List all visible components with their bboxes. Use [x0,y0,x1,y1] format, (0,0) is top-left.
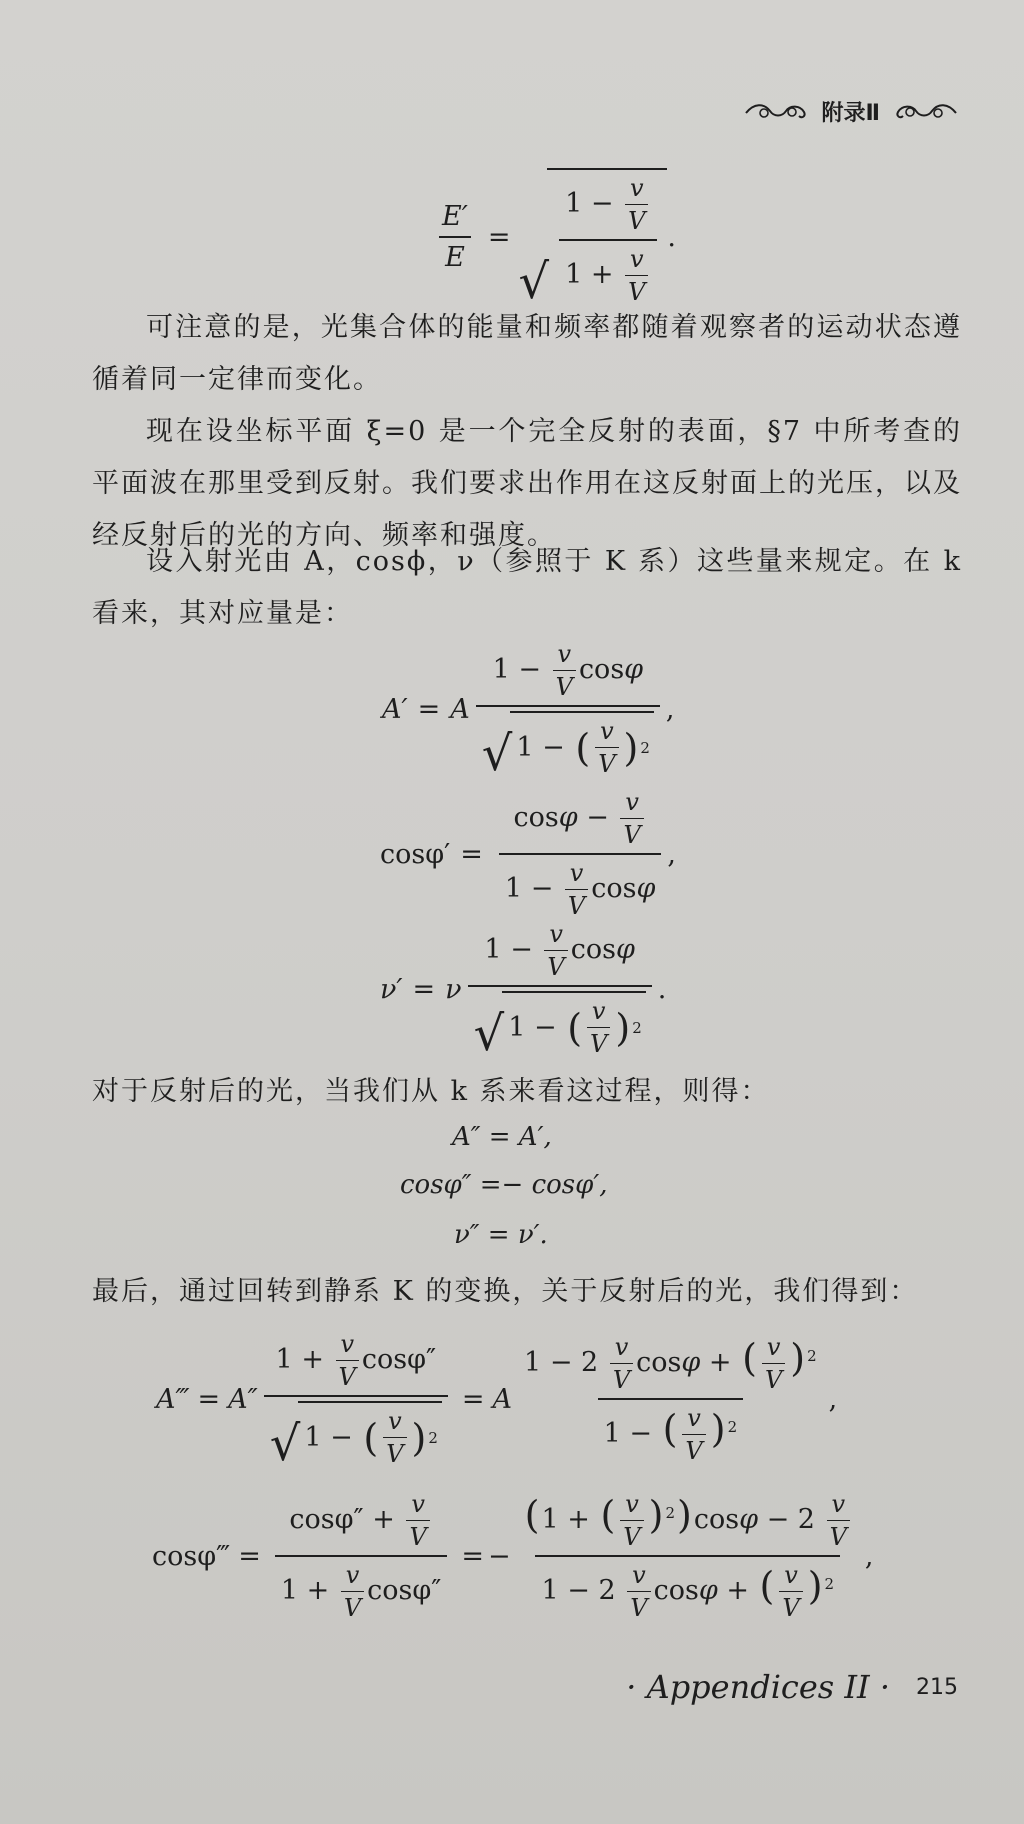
equation-cos-double-prime: cosφ″ =− cosφ′, [400,1170,608,1200]
plus: + [372,1504,395,1535]
cos-phi-double-prime: cosφ″ [367,1575,442,1606]
V: V [620,818,643,849]
phi: φ [636,873,656,904]
phi: φ [624,654,644,685]
radical-sign-icon: √ [269,1416,301,1472]
a: A [450,693,470,725]
minus: − [586,802,609,833]
cos-phi-triple-prime: cosφ‴ [152,1540,231,1572]
cos-phi-double-prime: cosφ″ [361,1344,437,1375]
paragraph-1: 可注意的是，光集合体的能量和频率都随着观察者的运动状态遵循着同一定律而变化。 [92,312,962,395]
equals-sign: = [197,1383,221,1415]
square-exponent: 2 [807,1347,817,1365]
phi: φ [739,1504,758,1535]
v: v [340,1330,354,1358]
a-prime: A′ [382,693,408,725]
minus: − [766,1504,790,1535]
V: V [383,1437,406,1468]
v: v [549,920,563,948]
header-title: 附录Ⅱ [821,101,880,126]
comma: , [864,1540,874,1572]
two: 2 [598,1575,616,1606]
one: 1 [565,188,583,219]
V: V [610,1363,633,1394]
paragraph-5: 最后，通过回转到静系 K 的变换，关于反射后的光，我们得到： [92,1276,919,1307]
V: V [625,204,648,235]
v: v [411,1490,425,1518]
phi: φ [616,934,635,965]
equals-sign: = [461,1540,485,1572]
V: V [627,1591,650,1622]
equation-nu-prime: ν′ = ν 1 − $\frac{v}{V}$ cosφ √ 1 − ( $\frac{v}{V}$ ) 2 . [380,920,667,1062]
equation-cos-phi-prime [380,788,676,920]
plus: + [567,1504,590,1535]
phi: φ [681,1347,701,1378]
V: V [779,1591,802,1622]
one: 1 [275,1344,293,1375]
V: V [406,1520,429,1551]
cos-phi-double-prime: cosφ″ [289,1504,364,1535]
equation-a-prime: A′ = A 1 − $\frac{v}{V}$ cosφ √ 1 − ( $\frac{v}{V}$ ) 2 , [382,640,675,782]
nu: ν [445,973,462,1005]
V: V [341,1591,364,1622]
V: V [587,1027,610,1058]
minus: − [510,934,533,965]
fraction-e-ratio [436,201,474,273]
one: 1 [492,654,510,685]
cos-phi-prime: cosφ′ [380,838,451,870]
minus: − [533,1012,557,1043]
ornament-right-icon [888,101,958,123]
minus: − [330,1422,353,1453]
square-exponent: 2 [428,1428,438,1447]
equals-sign: = [238,1540,261,1572]
page-footer [626,1668,958,1706]
comma: , [828,1383,838,1415]
minus: − [530,873,554,904]
page-number: 215 [916,1674,958,1700]
v: v [629,245,644,273]
one: 1 [508,1012,526,1043]
minus: − [567,1575,590,1606]
v: v [345,1561,360,1589]
minus: − [590,188,614,219]
frac-denominator: E [439,236,471,273]
one: 1 [484,934,502,965]
plus: + [301,1344,324,1375]
paragraph-3: 设入射光由 A，cosϕ，ν（参照于 K 系）这些量来规定。在 k 看来，其对应量是： [92,546,962,629]
V: V [762,1363,785,1394]
cos: cos [591,873,637,904]
minus: − [518,654,541,685]
minus: − [488,1540,511,1572]
equation-nu-double-prime: ν″ = ν′. [454,1220,548,1250]
cos: cos [653,1575,699,1606]
ornament-left-icon [744,101,814,123]
v: v [766,1333,781,1361]
square-root [518,168,667,310]
one: 1 [603,1418,621,1449]
V: V [625,275,648,306]
two: 2 [797,1504,815,1535]
equation-cos-triple-prime: cosφ‴ = cosφ″ + $\frac{v}{V}$ 1 + $\frac{v}{V}$ cosφ″ = − (1 + ( $\frac{v}{V}$ ) $^2$)cosφ − 2 $\frac{v}{V}$ 1 − 2 $\frac{v}{V}$ cosφ + ( $\frac{v}{V}$ ) $^2$ , [152,1490,874,1622]
comma: , [665,693,675,725]
minus: − [542,732,565,763]
v: v [388,1407,402,1435]
comma: , [667,838,676,870]
plus: + [726,1575,749,1606]
v: v [591,997,606,1025]
cos: cos [636,1347,682,1378]
v: v [557,640,572,668]
radical-sign-icon: √ [473,1006,505,1062]
square-exponent: 2 [665,1504,676,1522]
running-header [744,96,959,127]
period: . [667,221,676,253]
equation-energy-ratio [430,168,676,310]
V: V [565,889,588,920]
v: v [625,1490,639,1518]
v: v [625,788,639,816]
two: 2 [581,1347,599,1378]
square-exponent: 2 [632,1018,642,1037]
equals-sign: = [412,973,436,1005]
cos: cos [570,934,616,965]
one: 1 [541,1504,559,1535]
V: V [682,1434,705,1465]
one: 1 [524,1347,542,1378]
V: V [336,1360,359,1391]
plus: + [306,1575,330,1606]
period: . [657,973,667,1005]
plus: + [708,1347,732,1378]
square-exponent: 2 [640,738,650,757]
plus: + [590,259,614,290]
v: v [687,1404,701,1432]
minus: − [549,1347,573,1378]
v: v [600,717,614,745]
a: A [492,1383,513,1415]
one: 1 [565,259,583,290]
radical-sign-icon: √ [481,726,513,782]
V: V [544,950,567,981]
v: v [614,1333,629,1361]
cos: cos [693,1504,740,1535]
a-triple-prime: A‴ [156,1383,190,1415]
minus: − [629,1418,652,1449]
one: 1 [280,1575,298,1606]
equation-a-double-prime: A″ = A′, [452,1122,552,1152]
one: 1 [504,873,523,904]
cos: cos [513,802,559,833]
running-footer-title: · Appendices II · [626,1668,890,1706]
one: 1 [541,1575,559,1606]
V: V [620,1520,643,1551]
V: V [827,1520,850,1551]
paragraph-4: 对于反射后的光，当我们从 k 系来看这过程，则得： [92,1076,770,1107]
equals-sign: = [461,1383,485,1415]
equals-sign: = [487,221,511,253]
square-exponent: 2 [824,1575,835,1593]
square-exponent: 2 [727,1418,738,1436]
paragraph-2: 现在设坐标平面 ξ=0 是一个完全反射的表面，§7 中所考查的平面波在那里受到反射。我们要求出作用在这反射面上的光压，以及经反射后的光的方向、频率和强度。 [92,416,962,551]
frac-numerator: E′ [442,201,468,232]
one: 1 [516,732,534,763]
v: v [784,1561,798,1589]
v: v [629,174,644,202]
radical-sign-icon: √ [518,254,550,310]
phi: φ [558,802,578,833]
phi: φ [698,1575,718,1606]
cos: cos [578,654,625,685]
V: V [553,670,576,701]
v: v [569,859,584,887]
a-double-prime: A″ [228,1383,258,1415]
equation-a-triple-prime: A‴ = A″ 1 + $\frac{v}{V}$ cosφ″ √ 1 − ( $\frac{v}{V}$ ) 2 = A 1 − 2 $\frac{v}{V}$ cosφ + ( $\frac{v}{V}$ ) $^2$ 1 − ( $\frac{v}{V}$ ) $^2$ , [156,1330,838,1472]
v: v [831,1490,846,1518]
nu-prime: ν′ [380,973,403,1005]
V: V [595,747,618,778]
equals-sign: = [460,838,483,870]
equals-sign: = [417,693,441,725]
one: 1 [304,1422,322,1453]
v: v [632,1561,646,1589]
